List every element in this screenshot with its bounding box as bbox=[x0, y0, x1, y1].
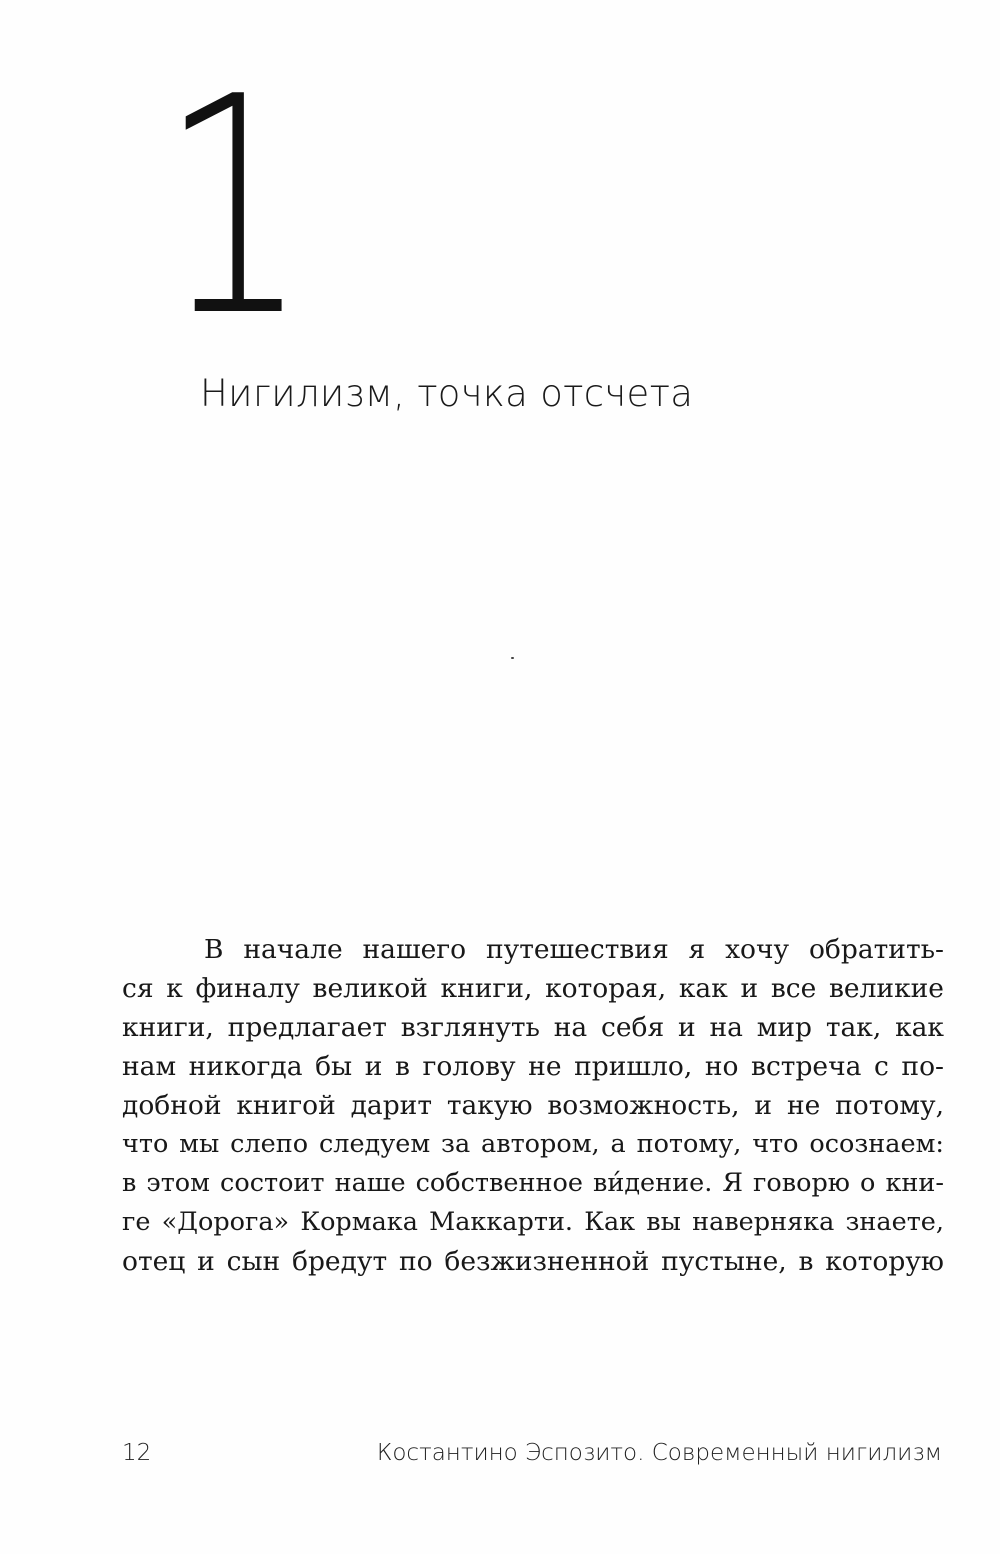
chapter-number: 1 bbox=[160, 33, 303, 382]
text-line: добной книгой дарит такую возможность, и не потому, bbox=[122, 1090, 944, 1121]
text-line: ся к финалу великой книги, которая, как и все великие bbox=[122, 973, 944, 1004]
text-line: нам никогда бы и в голову не пришло, но встреча с по- bbox=[122, 1051, 944, 1082]
text-line: В начале нашего путешествия я хочу обратить- bbox=[204, 934, 944, 965]
print-speck bbox=[511, 657, 514, 659]
text-line: что мы слепо следуем за автором, а потому, что осознаем: bbox=[122, 1129, 944, 1159]
text-line: в этом состоит наше собственное ви́дение. Я говорю о кни- bbox=[122, 1168, 944, 1198]
text-line: отец и сын бредут по безжизненной пустыне, в которую bbox=[122, 1246, 944, 1277]
running-title: Костантино Эспозито. Современный нигилизм bbox=[376, 1440, 942, 1466]
chapter-title: Нигилизм, точка отсчета bbox=[200, 372, 694, 415]
page-number: 12 bbox=[122, 1440, 152, 1466]
text-line: ге «Дорога» Кормака Маккарти. Как вы наверняка знаете, bbox=[122, 1207, 944, 1237]
body-paragraph bbox=[122, 930, 944, 1281]
text-line: книги, предлагает взглянуть на себя и на мир так, как bbox=[122, 1012, 944, 1043]
